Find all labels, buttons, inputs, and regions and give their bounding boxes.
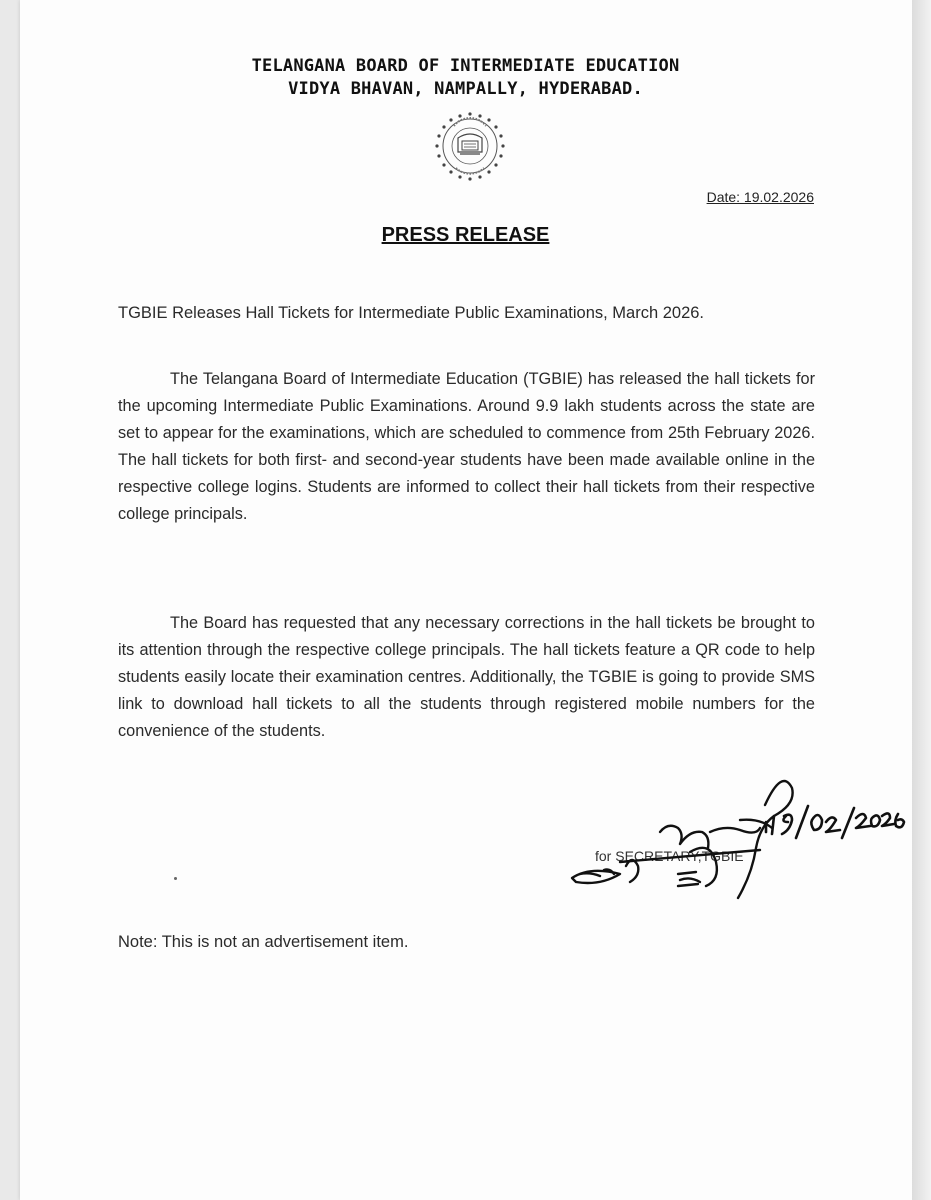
body-paragraph-1: The Telangana Board of Intermediate Education (TGBIE) has released the hall tickets for the upcoming Intermediate Public Examinations. Around 9.9 lakh students across the state are set to appear for the examinations, which are scheduled to commence from 25th February 2026. The hall tickets for both first- and second-year students have been made available online in the respective college logins. Students are informed to collect their hall tickets from their respective college principals.: [118, 370, 815, 523]
document-date: Date: 19.02.2026: [706, 189, 814, 205]
subject-line: TGBIE Releases Hall Tickets for Intermediate Public Examinations, March 2026.: [118, 304, 704, 322]
header-board-name: TELANGANA BOARD OF INTERMEDIATE EDUCATION: [251, 56, 680, 76]
signatory-label: for SECRETARY,TGBIE: [595, 848, 744, 864]
handwritten-signature: [560, 770, 910, 910]
page-edge-shadow: [912, 0, 931, 1200]
board-seal-icon: [424, 108, 516, 188]
header-address: VIDYA BHAVAN, NAMPALLY, HYDERABAD.: [288, 79, 643, 99]
signature-block: [560, 770, 910, 910]
note-text: Note: This is not an advertisement item.: [118, 933, 409, 951]
page-title: PRESS RELEASE: [381, 224, 550, 246]
body-paragraph-2: The Board has requested that any necessary corrections in the hall tickets be brought to its attention through the respective college principals. The hall tickets feature a QR code to help students easily locate their examination centres. Additionally, the TGBIE is going to provide SMS link to download hall tickets to all the students through registered mobile numbers for the convenience of the students.: [118, 614, 815, 740]
scan-speck: [174, 877, 177, 880]
